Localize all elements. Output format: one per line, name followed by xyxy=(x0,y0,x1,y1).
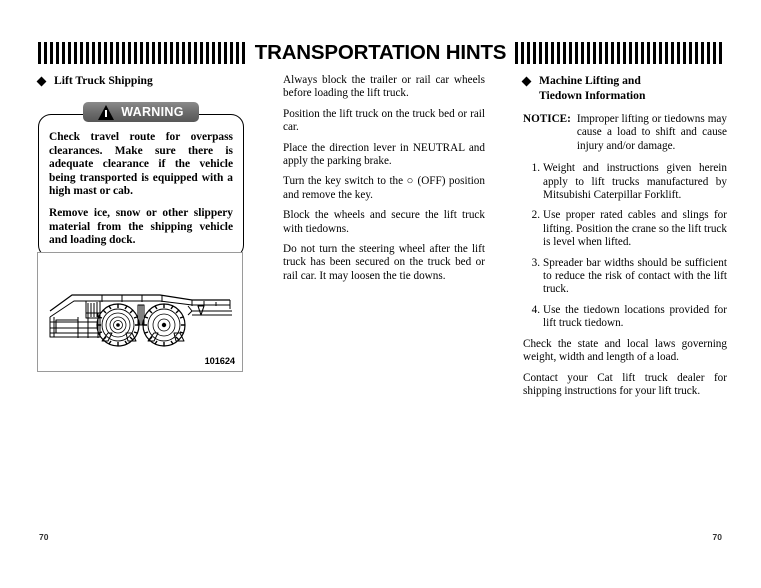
list-item: Spreader bar widths should be sufficient to reduce the risk of contact with the lift truck. xyxy=(543,256,727,296)
lift-truck-illustration xyxy=(42,275,240,355)
page-title: TRANSPORTATION HINTS xyxy=(254,41,507,64)
warning-callout xyxy=(38,105,244,258)
instruction-paragraph: Always block the trailer or rail car wheels before loading the lift truck. xyxy=(283,74,485,100)
header-bars-left-icon xyxy=(38,42,246,64)
list-item: Weight and instructions given herein apply to lift trucks manufactured by Mitsubishi Caterpillar Forklift. xyxy=(543,162,727,202)
instruction-paragraph: Place the direction lever in NEUTRAL and apply the parking brake. xyxy=(283,141,485,168)
section-heading-label-line1: Machine Lifting and xyxy=(539,74,641,87)
figure-lift-truck-on-trailer xyxy=(37,252,243,372)
section-heading-lift-truck-shipping xyxy=(38,74,244,89)
section-heading-label: Lift Truck Shipping xyxy=(54,74,153,87)
right-column xyxy=(523,74,727,398)
page-number-right: 70 xyxy=(712,532,722,542)
closing-paragraph: Contact your Cat lift truck dealer for shipping instructions for your lift truck. xyxy=(523,371,727,397)
warning-box xyxy=(38,114,244,258)
left-column xyxy=(38,74,244,89)
diamond-bullet-icon xyxy=(522,76,532,86)
figure-id-label: 101624 xyxy=(204,356,235,366)
closing-paragraph: Check the state and local laws governing weight, width and length of a load. xyxy=(523,337,727,364)
notice-block xyxy=(523,113,727,153)
warning-tab xyxy=(83,102,199,122)
header-bars-right-icon xyxy=(515,42,723,64)
list-item: Use the tiedown locations provided for lift truck tiedown. xyxy=(543,303,727,330)
instruction-paragraph: Turn the key switch to the ○ (OFF) position and remove the key. xyxy=(283,175,485,201)
section-heading-machine-lifting xyxy=(523,74,727,103)
warning-paragraph: Remove ice, snow or other slippery material from the shipping vehicle and loading dock. xyxy=(49,206,233,247)
page-number-left: 70 xyxy=(39,532,49,542)
list-item: Use proper rated cables and slings for lifting. Position the crane so the lift truck is level when lifted. xyxy=(543,209,727,249)
diamond-bullet-icon xyxy=(37,76,47,86)
page-header xyxy=(38,40,723,66)
numbered-instruction-list xyxy=(523,162,727,330)
notice-label: NOTICE: xyxy=(523,113,571,125)
instruction-paragraph: Position the lift truck on the truck bed or rail car. xyxy=(283,107,485,134)
section-heading-label-line2: Tiedown Information xyxy=(539,88,646,102)
instruction-paragraph: Do not turn the steering wheel after the lift truck has been secured on the truck bed or rail car. It may loosen the tie downs. xyxy=(283,243,485,282)
middle-column xyxy=(283,74,485,283)
warning-paragraph: Check travel route for overpass clearances. Make sure there is adequate clearance if the vehicle being transported is equipped with a high mast or cab. xyxy=(49,131,233,198)
warning-triangle-icon xyxy=(98,105,114,120)
notice-text: Improper lifting or tiedowns may cause a load to shift and cause injury and/or damage. xyxy=(576,113,727,152)
warning-label: WARNING xyxy=(121,105,184,119)
instruction-paragraph: Block the wheels and secure the lift truck with tiedowns. xyxy=(283,209,485,235)
